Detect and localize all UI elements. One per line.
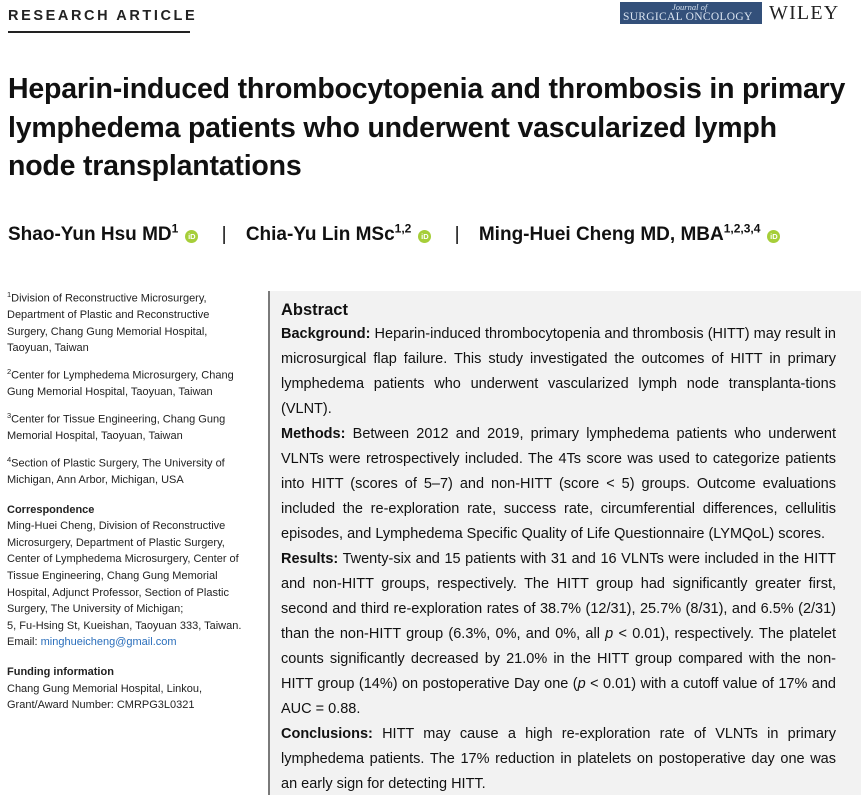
affiliation-number: 1 — [7, 290, 12, 299]
abstract-conclusions — [281, 722, 836, 797]
funding-heading: Funding information — [7, 665, 114, 678]
correspondence-address: 5, Fu-Hsing St, Kueishan, Taoyuan 333, Taiwan. — [7, 619, 242, 632]
affiliation-1 — [7, 287, 247, 357]
author-2[interactable] — [246, 224, 412, 245]
article-type-underline — [8, 31, 190, 33]
author-name: Shao-Yun Hsu MD — [8, 224, 172, 246]
correspondence-email-line — [7, 634, 247, 651]
abstract-background — [281, 322, 836, 422]
correspondence-heading: Correspondence — [7, 503, 95, 516]
article-title: Heparin-induced thrombocytopenia and thrombosis in primary lymphedema patients who underwent vascularized lymph node transplantations — [8, 73, 846, 182]
abstract-background-label: Background: — [281, 326, 371, 342]
affiliation-4 — [7, 452, 247, 489]
orcid-icon[interactable]: iD — [185, 230, 198, 243]
abstract-heading: Abstract — [281, 301, 348, 319]
abstract-conclusions-text: HITT may cause a high re-exploration rate of VLNTs in primary lymphedema patients. The 17% reduction in platelets on postoperative day one was an early sign for detecting HITT. — [281, 726, 836, 792]
affiliation-number: 4 — [7, 454, 12, 464]
author-1[interactable] — [8, 224, 178, 245]
abstract-background-text: Heparin-induced thrombocytopenia and thrombosis (HITT) may result in microsurgical flap failure. This study investigated the outcomes of HITT in primary lymphedema patients who underwent vascularized lymph node transplanta-tions (VLNT). — [281, 326, 837, 417]
affiliation-text: Division of Reconstructive Microsurgery, Department of Plastic and Reconstructive Surgery, Chang Gung Memorial Hospital, Taoyuan, Taiwan — [7, 292, 210, 355]
abstract-results-text-b: < 0.01), respectively. The platelet counts significantly decreased by 21.0% in the HITT group compared with the non-HITT group (14%) on postoperative Day one ( — [281, 626, 836, 692]
author-name: Chia-Yu Lin MSc — [245, 224, 395, 246]
affiliation-number: 3 — [7, 410, 12, 420]
email-link[interactable]: minghueicheng@gmail.com — [40, 636, 177, 649]
abstract-methods — [281, 422, 836, 547]
correspondence-text: Ming-Huei Cheng, Division of Reconstructive Microsurgery, Department of Plastic Surgery, Center of Lymphedema Microsurgery, Center of Tissue Engineering, Chang Gung Memorial Hospital, Adjunct Professor, Section of Plastic Surgery, The University of Michigan; — [7, 520, 239, 616]
affiliation-text: Center for Lymphedema Microsurgery, Chang Gung Memorial Hospital, Taoyuan, Taiwan — [7, 369, 234, 399]
article-type-label: RESEARCH ARTICLE — [8, 8, 198, 24]
abstract-results-text-a: Twenty-six and 15 patients with 31 and 16 VLNTs were included in the HITT and non-HITT groups, respectively. The HITT group had significantly greater first, second and third re-exploration rates of 38.7% (12/31), 25.7% (8/31), and 6.5% (2/31) than the non-HITT group (6.3%, 0%, and 0%, all — [281, 551, 836, 642]
affiliation-2 — [7, 364, 247, 401]
affiliation-text: Section of Plastic Surgery, The University of Michigan, Ann Arbor, Michigan, USA — [7, 457, 225, 486]
affiliation-number: 2 — [7, 367, 12, 377]
abstract-content — [281, 298, 836, 797]
affiliation-3 — [7, 408, 247, 445]
author-affiliation-sup: 1,2,3,4 — [723, 222, 761, 236]
author-separator: | — [454, 224, 460, 246]
abstract-conclusions-label: Conclusions: — [281, 726, 373, 742]
author-3[interactable] — [479, 224, 761, 245]
p-value-symbol: p — [577, 676, 586, 692]
orcid-icon[interactable]: iD — [418, 230, 431, 243]
author-affiliation-sup: 1,2 — [394, 222, 412, 236]
abstract-results — [281, 547, 836, 722]
journal-logo[interactable] — [620, 2, 762, 24]
author-list — [8, 222, 780, 246]
orcid-icon[interactable]: iD — [767, 230, 780, 243]
journal-logo-line1: Journal of — [672, 2, 708, 12]
journal-logo-line2: SURGICAL ONCOLOGY — [623, 11, 753, 23]
p-value-symbol: p — [605, 626, 614, 642]
author-name: Ming-Huei Cheng MD, MBA — [478, 224, 724, 246]
abstract-methods-text: Between 2012 and 2019, primary lymphedema patients who underwent VLNTs were retrospectively included. The 4Ts score was used to categorize patients into HITT (scores of 5–7) and non-HITT (score < 5) groups. Outcome evaluations included the re-exploration rate, success rate, circumferential differences, cellulitis episodes, and Lymphedema Specific Quality of Life Questionnaire (LYMQoL) scores. — [281, 426, 836, 542]
author-affiliation-sup: 1 — [171, 222, 179, 236]
article-sidebar — [7, 287, 247, 714]
funding-text: Chang Gung Memorial Hospital, Linkou, Grant/Award Number: CMRPG3L0321 — [7, 682, 203, 712]
email-label: Email: — [7, 636, 38, 649]
publisher-logo[interactable]: WILEY — [769, 2, 840, 24]
affiliation-text: Center for Tissue Engineering, Chang Gung Memorial Hospital, Taoyuan, Taiwan — [7, 413, 226, 443]
abstract-results-label: Results: — [281, 551, 339, 567]
author-separator: | — [221, 224, 227, 246]
abstract-methods-label: Methods: — [281, 426, 346, 442]
abstract-results-text-c: < 0.01) with a cutoff value of 17% and AUC = 0.88. — [281, 676, 836, 717]
